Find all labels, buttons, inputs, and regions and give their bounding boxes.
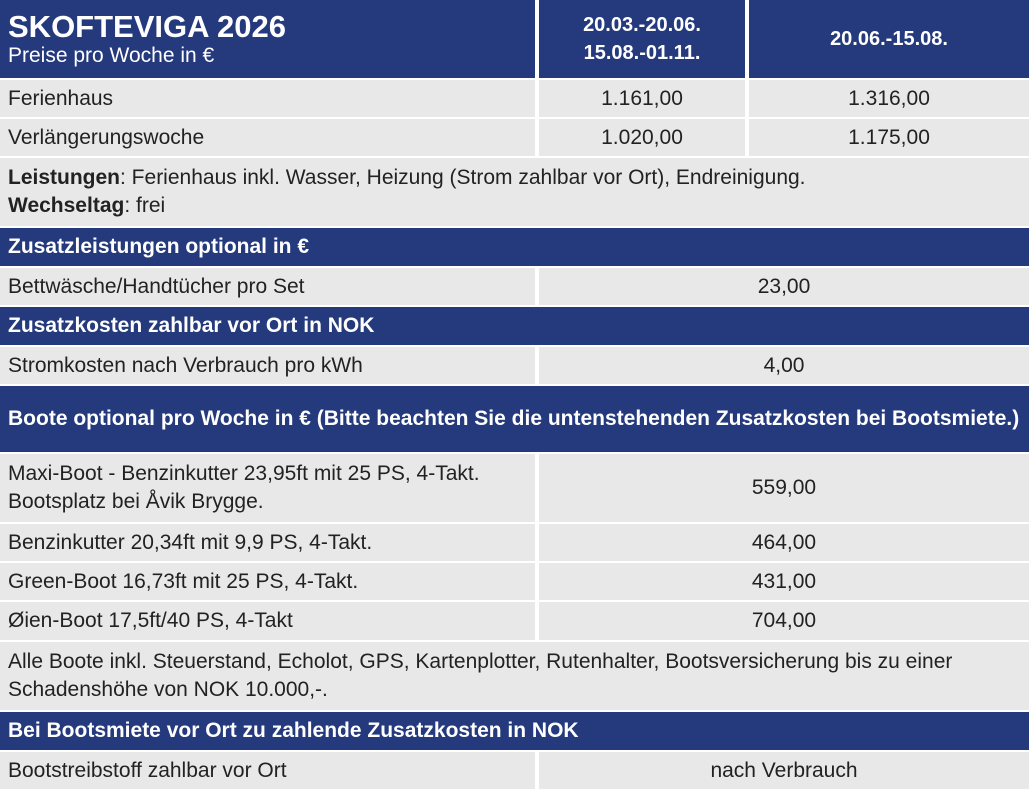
wechseltag-label: Wechseltag (8, 194, 125, 217)
section-heading: Zusatzleistungen optional in € (0, 228, 1029, 266)
row-label (0, 454, 535, 522)
boats-note-row (0, 642, 1029, 710)
row-value: 23,00 (539, 268, 1029, 305)
row-label: Øien-Boot 17,5ft/40 PS, 4-Takt (0, 602, 535, 640)
column-header-season-1 (539, 0, 745, 78)
row-value: 4,00 (539, 347, 1029, 384)
row-label: Green-Boot 16,73ft mit 25 PS, 4-Takt. (0, 563, 535, 600)
services-row (0, 158, 1029, 226)
row-label: Benzinkutter 20,34ft mit 9,9 PS, 4-Takt. (0, 524, 535, 561)
row-value: 559,00 (539, 454, 1029, 522)
wechseltag-text: : frei (124, 194, 166, 217)
section-heading: Zusatzkosten zahlbar vor Ort in NOK (0, 307, 1029, 345)
season-2-price: 1.175,00 (749, 119, 1029, 156)
boat-row-green (0, 563, 1029, 600)
page-subtitle: Preise pro Woche in € (8, 44, 215, 67)
price-row-ferienhaus (0, 80, 1029, 117)
column-header-season-2: 20.06.-15.08. (749, 0, 1029, 78)
optional-row-bettwaesche (0, 268, 1029, 305)
header-row (0, 0, 1029, 78)
row-value: 704,00 (539, 602, 1029, 640)
season-1-line-2: 15.08.-01.11. (583, 42, 701, 64)
row-label: Verlängerungswoche (0, 119, 535, 156)
row-value: 431,00 (539, 563, 1029, 600)
section-boats (0, 386, 1029, 452)
row-label-line-1: Maxi-Boot - Benzinkutter 23,95ft mit 25 PS, 4-Takt. (8, 462, 480, 485)
leistungen-text: : Ferienhaus inkl. Wasser, Heizung (Strom zahlbar vor Ort), Endreinigung. (120, 166, 806, 189)
section-heading: Boote optional pro Woche in € (Bitte beachten Sie die untenstehenden Zusatzkosten bei Bootsmiete.) (0, 386, 1029, 452)
row-label: Ferienhaus (0, 80, 535, 117)
boat-row-maxi (0, 454, 1029, 522)
season-1-price: 1.161,00 (539, 80, 745, 117)
title-cell (0, 0, 535, 78)
row-label: Stromkosten nach Verbrauch pro kWh (0, 347, 535, 384)
leistungen-label: Leistungen (8, 166, 121, 189)
services-text (0, 158, 1029, 226)
local-cost-row-strom (0, 347, 1029, 384)
row-value: nach Verbrauch (539, 752, 1029, 789)
row-value: 464,00 (539, 524, 1029, 561)
section-local-costs (0, 307, 1029, 345)
row-label: Bettwäsche/Handtücher pro Set (0, 268, 535, 305)
section-optional (0, 228, 1029, 266)
row-label-line-2: Bootsplatz bei Åvik Brygge. (8, 490, 264, 513)
boat-row-benzinkutter (0, 524, 1029, 561)
page-title: SKOFTEVIGA 2026 (8, 9, 286, 44)
section-boat-extra (0, 712, 1029, 750)
season-1-line-1: 20.03.-20.06. (583, 14, 701, 36)
boats-note: Alle Boote inkl. Steuerstand, Echolot, GPS, Kartenplotter, Rutenhalter, Bootsversicherung bis zu einer Schadenshöhe von NOK 10.000,-. (0, 642, 1029, 710)
season-1-price: 1.020,00 (539, 119, 745, 156)
boat-extra-row-fuel (0, 752, 1029, 789)
season-2-price: 1.316,00 (749, 80, 1029, 117)
boat-row-oien (0, 602, 1029, 640)
price-row-verlaengerungswoche (0, 119, 1029, 156)
row-label: Bootstreibstoff zahlbar vor Ort (0, 752, 535, 789)
section-heading: Bei Bootsmiete vor Ort zu zahlende Zusatzkosten in NOK (0, 712, 1029, 750)
